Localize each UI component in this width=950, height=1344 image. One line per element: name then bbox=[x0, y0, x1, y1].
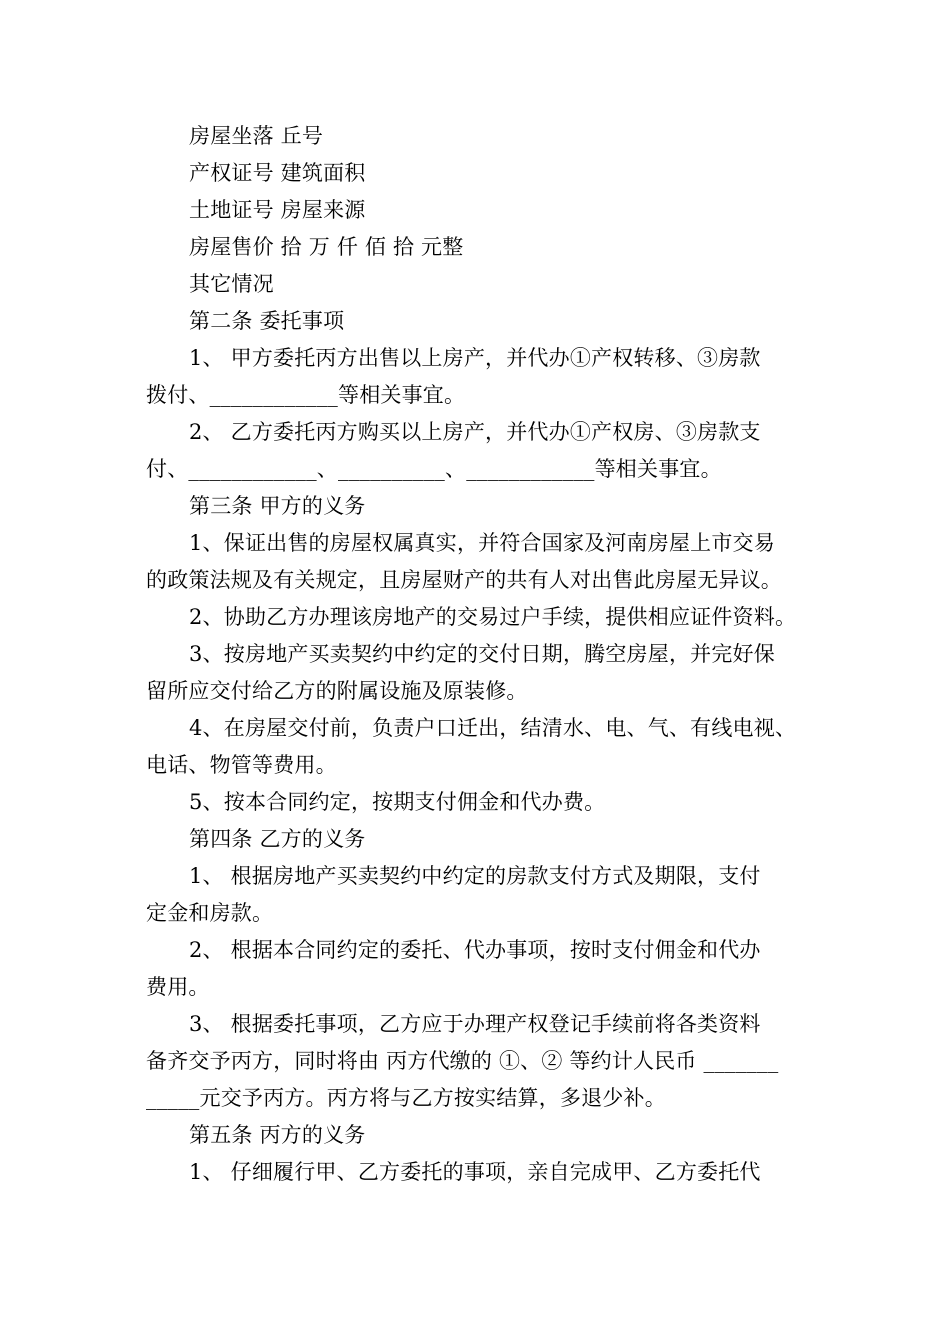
document-line: 房屋坐落 丘号 bbox=[189, 124, 324, 148]
document-line: 产权证号 建筑面积 bbox=[189, 161, 366, 185]
document-line: 1、 仔细履行甲、乙方委托的事项，亲自完成甲、乙方委托代 bbox=[189, 1160, 761, 1184]
document-line: 5、按本合同约定，按期支付佣金和代办费。 bbox=[189, 790, 606, 814]
document-line: 定金和房款。 bbox=[146, 901, 274, 925]
document-line: 付、____________、__________、____________等相关事宜。 bbox=[146, 457, 722, 481]
document-line: 土地证号 房屋来源 bbox=[189, 198, 366, 222]
document-line: 备齐交予丙方，同时将由 丙方代缴的 ①、② 等约计人民币 _______ bbox=[146, 1049, 779, 1073]
document-line: 留所应交付给乙方的附属设施及原装修。 bbox=[146, 679, 528, 703]
document-line: _____元交予丙方。丙方将与乙方按实结算，多退少补。 bbox=[146, 1086, 666, 1110]
document-line: 1、 甲方委托丙方出售以上房产，并代办①产权转移、③房款 bbox=[189, 346, 761, 370]
document-line: 2、协助乙方办理该房地产的交易过户手续，提供相应证件资料。 bbox=[189, 605, 797, 629]
document-line: 房屋售价 拾 万 仟 佰 拾 元整 bbox=[189, 235, 464, 259]
document-line: 1、保证出售的房屋权属真实，并符合国家及河南房屋上市交易 bbox=[189, 531, 775, 555]
document-line: 4、在房屋交付前，负责户口迁出，结清水、电、气、有线电视、 bbox=[189, 716, 797, 740]
document-line: 的政策法规及有关规定，且房屋财产的共有人对出售此房屋无异议。 bbox=[146, 568, 782, 592]
document-line: 2、 乙方委托丙方购买以上房产，并代办①产权房、③房款支 bbox=[189, 420, 761, 444]
document-line: 拨付、____________等相关事宜。 bbox=[146, 383, 466, 407]
document-line: 第四条 乙方的义务 bbox=[189, 827, 366, 851]
document-line: 电话、物管等费用。 bbox=[146, 753, 337, 777]
document-line: 第三条 甲方的义务 bbox=[189, 494, 366, 518]
document-line: 第五条 丙方的义务 bbox=[189, 1123, 366, 1147]
document-line: 1、 根据房地产买卖契约中约定的房款支付方式及期限，支付 bbox=[189, 864, 761, 888]
document-line: 其它情况 bbox=[189, 272, 274, 296]
document-body bbox=[146, 118, 822, 1191]
document-line: 3、按房地产买卖契约中约定的交付日期，腾空房屋，并完好保 bbox=[189, 642, 775, 666]
document-line: 第二条 委托事项 bbox=[189, 309, 345, 333]
document-line: 2、 根据本合同约定的委托、代办事项，按时支付佣金和代办 bbox=[189, 938, 761, 962]
document-line: 3、 根据委托事项，乙方应于办理产权登记手续前将各类资料 bbox=[189, 1012, 761, 1036]
document-line: 费用。 bbox=[146, 975, 210, 999]
